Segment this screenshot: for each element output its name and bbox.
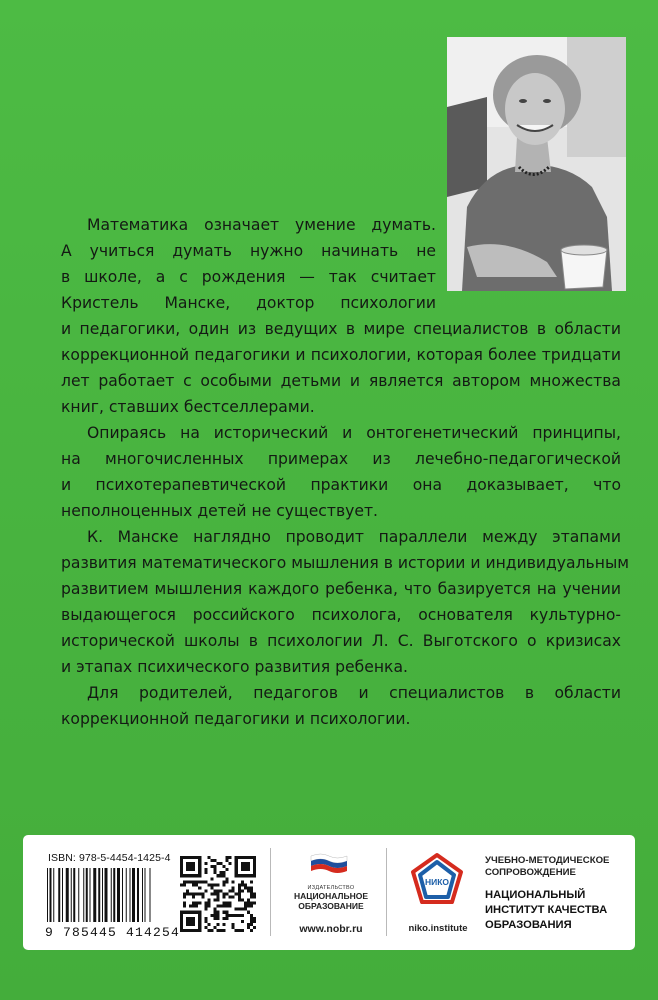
description-text — [61, 212, 630, 732]
isbn-number: 9 785445 414254 — [45, 925, 181, 940]
paragraph-4 — [61, 680, 621, 732]
text-line: исторической школы в психологии Л. С. Выготского о кризисах — [61, 632, 621, 650]
publisher-name-line-2: ОБРАЗОВАНИЕ — [298, 901, 364, 911]
divider — [270, 848, 271, 936]
text-line: лет работает с особыми детьми и является автором множества — [61, 372, 621, 390]
niko-logo-label: НИКО — [424, 877, 450, 887]
text-line: Кристель Манске, доктор психологии — [61, 294, 436, 312]
support-line-2: СОПРОВОЖДЕНИЕ — [485, 867, 576, 878]
paragraph-1 — [61, 212, 621, 420]
support-label — [485, 855, 609, 879]
publisher-small-label: ИЗДАТЕЛЬСТВО — [307, 885, 355, 891]
isbn-label: ISBN: 978-5-4454-1425-4 — [48, 852, 171, 864]
text-line: неполноценных детей не существует. — [61, 502, 379, 520]
text-line: развития математического мышления в истории и индивидуальным — [61, 554, 630, 572]
qr-code-icon — [180, 856, 256, 932]
institute-name — [485, 888, 607, 933]
text-line: и педагогики, один из ведущих в мире специалистов в области — [61, 320, 621, 338]
institute-line-2: ИНСТИТУТ КАЧЕСТВА — [485, 904, 608, 916]
text-line: коррекционной педагогики и психологии. — [61, 710, 411, 728]
text-line: К. Манске наглядно проводит параллели между этапами — [87, 528, 621, 546]
text-line: Математика означает умение думать. — [87, 216, 436, 234]
institute-line-1: НАЦИОНАЛЬНЫЙ — [485, 889, 586, 901]
text-line: книг, ставших бестселлерами. — [61, 398, 315, 416]
text-line: коррекционной педагогики и психологии, которая более тридцати — [61, 346, 621, 364]
text-line: Для родителей, педагогов и специалистов в области — [87, 684, 621, 702]
paragraph-2 — [61, 420, 621, 524]
paragraph-3 — [61, 524, 630, 680]
publisher-flag-icon — [309, 852, 349, 874]
divider — [386, 848, 387, 936]
publisher-name-line-1: НАЦИОНАЛЬНОЕ — [293, 891, 369, 901]
barcode-icon — [47, 868, 183, 922]
niko-logo-icon — [408, 852, 466, 910]
text-line: А учиться думать нужно начинать не — [61, 242, 436, 260]
publisher-url: www.nobr.ru — [299, 923, 363, 935]
niko-url: niko.institute — [408, 923, 468, 934]
support-line-1: УЧЕБНО-МЕТОДИЧЕСКОЕ — [485, 855, 610, 866]
institute-line-3: ОБРАЗОВАНИЯ — [485, 919, 572, 931]
footer-panel — [23, 835, 635, 950]
text-line: выдающегося российского психолога, основателя культурно- — [61, 606, 621, 624]
publisher-name — [281, 891, 381, 911]
text-line: развитием мышления каждого ребенка, что базируется на учении — [61, 580, 621, 598]
text-line: и психотерапевтической практики она доказывает, что — [61, 476, 621, 494]
text-line: на многочисленных примерах из лечебно-педагогической — [61, 450, 621, 468]
text-line: и этапах психического развития ребенка. — [61, 658, 408, 676]
text-line: в школе, а с рождения — так считает — [61, 268, 436, 286]
text-line: Опираясь на исторический и онтогенетический принципы, — [87, 424, 621, 442]
